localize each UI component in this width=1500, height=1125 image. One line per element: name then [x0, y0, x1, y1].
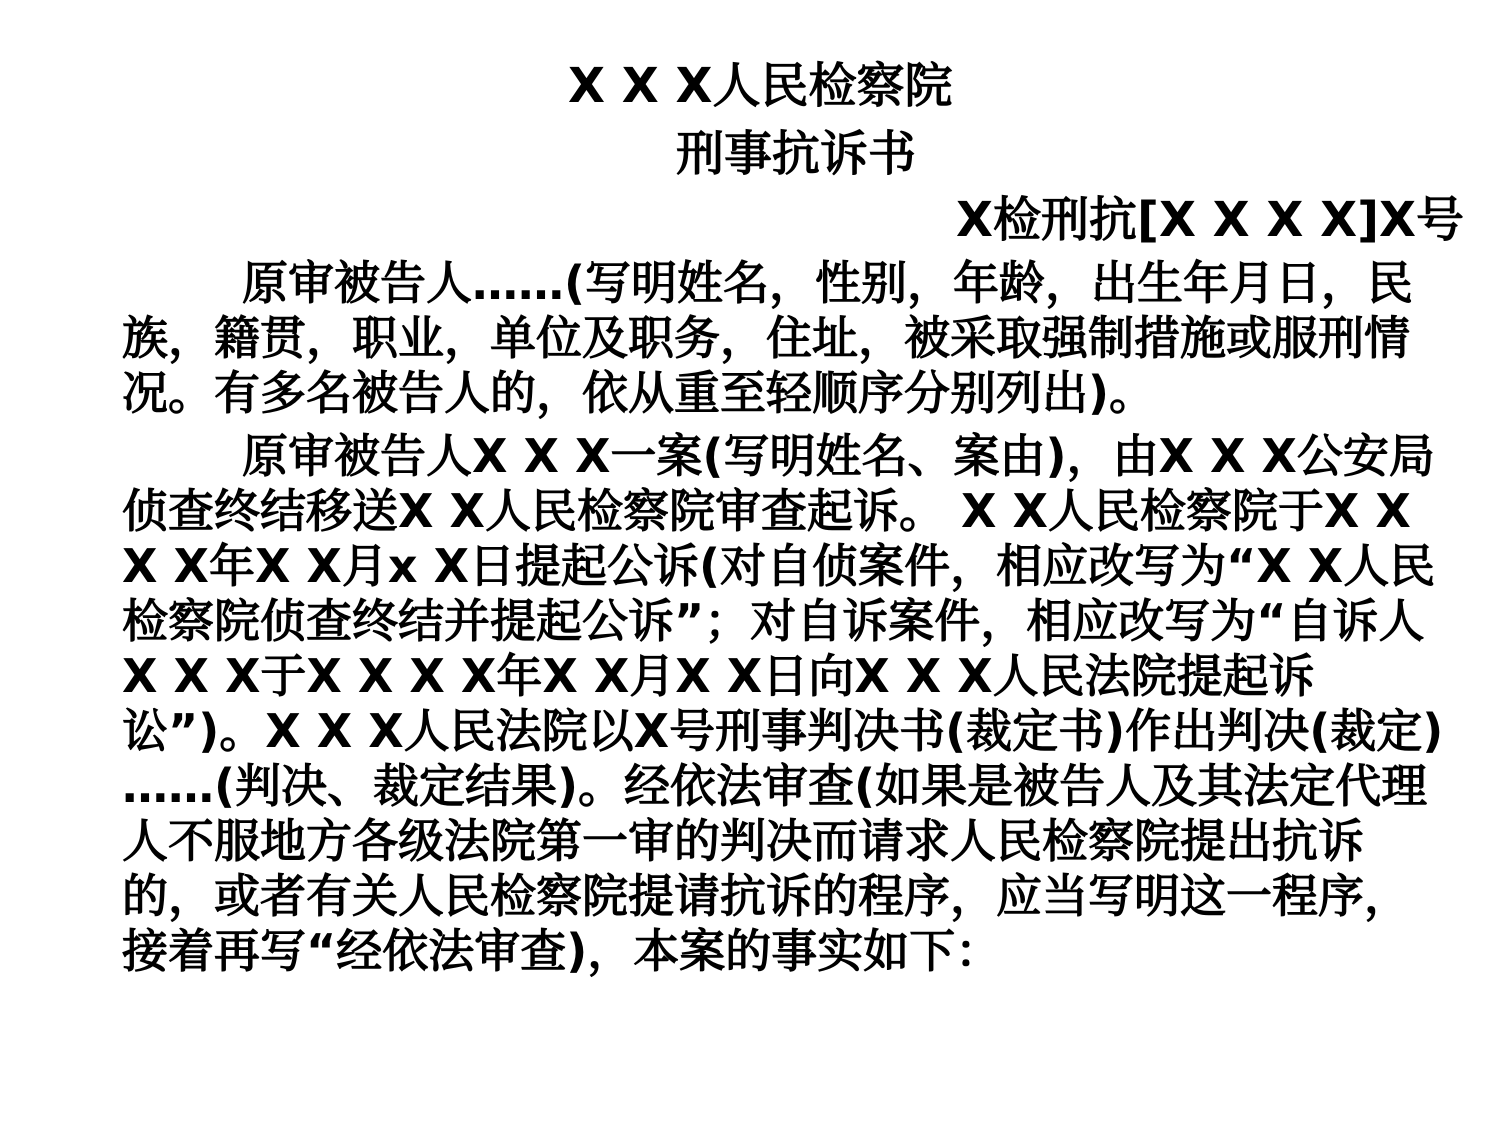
document-body [122, 256, 1452, 987]
case-number: X检刑抗[X X X X]X号 [956, 192, 1465, 248]
document-title: 刑事抗诉书 [676, 126, 917, 182]
paragraph-defendant-info: 原审被告人……(写明姓名，性别，年龄，出生年月日，民族，籍贯，职业，单位及职务，住址，被采取强制措施或服刑情况。有多名被告人的，依从重至轻顺序分别列出)。 [122, 256, 1414, 420]
organization-title: X X X人民检察院 [568, 58, 953, 114]
paragraph-case-history: 原审被告人X X X一案(写明姓名、案由)，由X X X公安局侦查终结移送X X人民检察院审查起诉。 X X人民检察院于X X X X年X X月x X日提起公诉(对自侦案件，相应改写为“X X人民检察院侦查终结并提起公诉”；对自诉案件，相应改写为“自诉人X X X于X X X X年X X月X X日向X X X人民法院提起诉讼”)。X X X人民法院以X号刑事判决书(裁定书)作出判决(裁定) ……(判决、裁定结果)。经依法审查(如果是被告人及其法定代理人不服地方各级法院第一审的判决而请求人民检察院提出抗诉的，或者有关人民检察院提请抗诉的程序，应当写明这一程序，接着再写“经依法审查)，本案的事实如下： [122, 429, 1444, 978]
